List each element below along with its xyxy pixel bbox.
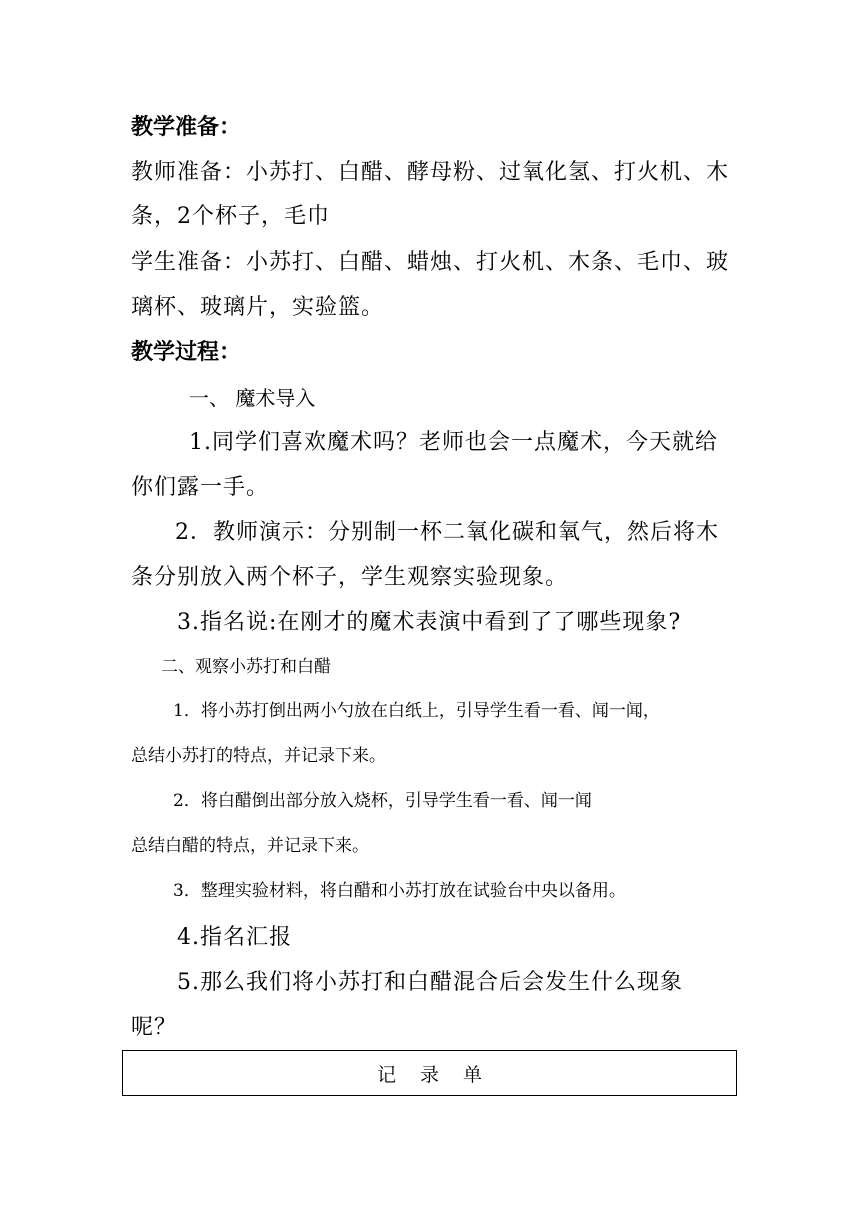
- paragraph-line: 1．将小苏打倒出两小勺放在白纸上，引导学生看一看、闻一闻，: [173, 701, 660, 721]
- teacher-prep-line: 条，2个杯子，毛巾: [131, 204, 330, 229]
- paragraph-line: 2．教师演示：分别制一杯二氧化碳和氧气，然后将木: [175, 520, 719, 545]
- record-sheet-header: [122, 1050, 737, 1096]
- paragraph-line: 呢？: [131, 1015, 178, 1040]
- paragraph-line: 4.指名汇报: [177, 925, 292, 950]
- teacher-prep-line: 教师准备：小苏打、白醋、酵母粉、过氧化氢、打火机、木: [131, 160, 730, 185]
- paragraph-line: 你们露一手。: [131, 475, 270, 500]
- part-title: 一、 魔术导入: [189, 386, 316, 410]
- paragraph-line: 1.同学们喜欢魔术吗？老师也会一点魔术，今天就给: [189, 430, 718, 455]
- record-sheet-title: 记录单: [376, 1063, 506, 1086]
- paragraph-line: 5.那么我们将小苏打和白醋混合后会发生什么现象: [177, 970, 683, 995]
- section-heading-prep: 教学准备：: [131, 115, 242, 140]
- paragraph-line: 总结小苏打的特点，并记录下来。: [131, 746, 386, 766]
- part-title: 二、观察小苏打和白醋: [161, 657, 331, 677]
- paragraph-line: 3.指名说:在刚才的魔术表演中看到了了哪些现象?: [177, 610, 682, 635]
- paragraph-line: 条分别放入两个杯子，学生观察实验现象。: [131, 565, 569, 590]
- section-heading-process: 教学过程：: [131, 340, 242, 365]
- paragraph-line: 总结白醋的特点，并记录下来。: [131, 836, 369, 856]
- student-prep-line: 学生准备：小苏打、白醋、蜡烛、打火机、木条、毛巾、玻: [131, 250, 730, 275]
- student-prep-line: 璃杯、玻璃片，实验篮。: [131, 295, 385, 320]
- paragraph-line: 3．整理实验材料，将白醋和小苏打放在试验台中央以备用。: [173, 881, 626, 901]
- paragraph-line: 2．将白醋倒出部分放入烧杯，引导学生看一看、闻一闻: [173, 791, 592, 811]
